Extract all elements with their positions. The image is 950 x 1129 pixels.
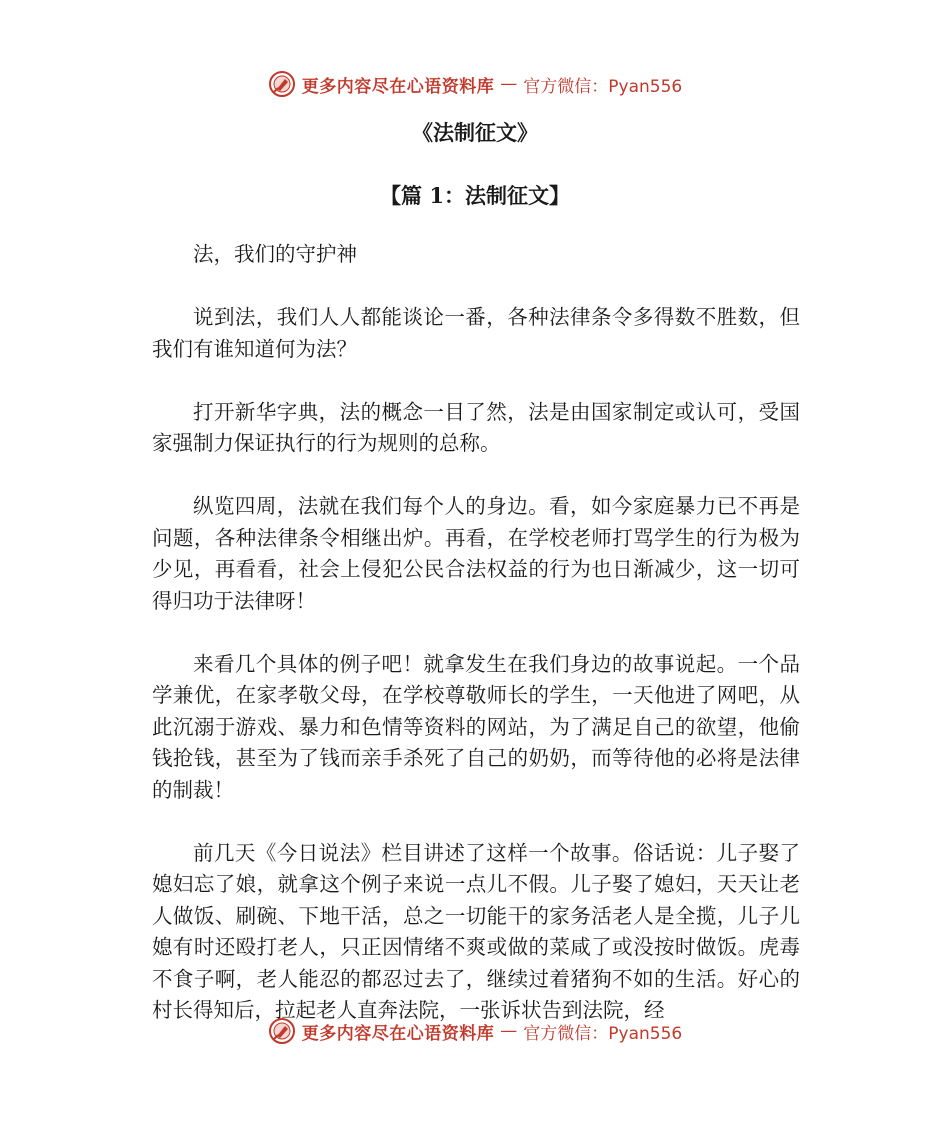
paragraph: 前几天《今日说法》栏目讲述了这样一个故事。俗话说：儿子娶了媳妇忘了娘，就拿这个例子来说一点儿不假。儿子娶了媳妇，天天让老人做饭、刷碗、下地干活，总之一切能干的家务活老人是全揽，儿子儿媳有时还殴打老人，只正因情绪不爽或做的菜咸了或没按时做饭。虎毒不食子啊，老人能忍的都忍过去了，继续过着猪狗不如的生活。好心的村长得知后，拉起老人直奔法院，一张诉状告到法院，经 — [152, 840, 800, 1022]
watermark-wechat: 官方微信：Pyan556 — [523, 1023, 683, 1044]
watermark-separator: — — [500, 1021, 518, 1041]
pen-nib-seal-icon — [268, 1017, 296, 1045]
footer-watermark — [0, 1017, 950, 1045]
watermark-wechat: 官方微信：Pyan556 — [523, 76, 683, 97]
paragraph: 法，我们的守护神 — [193, 242, 357, 266]
paragraph: 打开新华字典，法的概念一目了然，法是由国家制定或认可，受国家强制力保证执行的行为规则的总称。 — [152, 399, 800, 455]
watermark-separator: — — [500, 74, 518, 94]
document-title: 《法制征文》 — [412, 120, 538, 145]
pen-nib-seal-icon — [268, 70, 296, 98]
watermark-brand: 更多内容尽在心语资料库 — [301, 76, 495, 97]
paragraph: 纵览四周，法就在我们每个人的身边。看，如今家庭暴力已不再是问题，各种法律条令相继出炉。再看，在学校老师打骂学生的行为极为少见，再看看，社会上侵犯公民合法权益的行为也日渐减少，这一切可得归功于法律呀！ — [152, 494, 800, 613]
watermark-brand: 更多内容尽在心语资料库 — [301, 1023, 495, 1044]
paragraph: 来看几个具体的例子吧！就拿发生在我们身边的故事说起。一个品学兼优，在家孝敬父母，在学校尊敬师长的学生，一天他进了网吧，从此沉溺于游戏、暴力和色情等资料的网站，为了满足自己的欲望，他偷钱抢钱，甚至为了钱而亲手杀死了自己的奶奶，而等待他的必将是法律的制裁！ — [152, 651, 800, 802]
paragraph: 说到法，我们人人都能谈论一番，各种法律条令多得数不胜数，但我们有谁知道何为法？ — [152, 305, 800, 361]
section-heading: 【篇 1：法制征文】 — [380, 183, 570, 208]
document-body — [152, 239, 800, 1027]
header-watermark — [0, 70, 950, 98]
